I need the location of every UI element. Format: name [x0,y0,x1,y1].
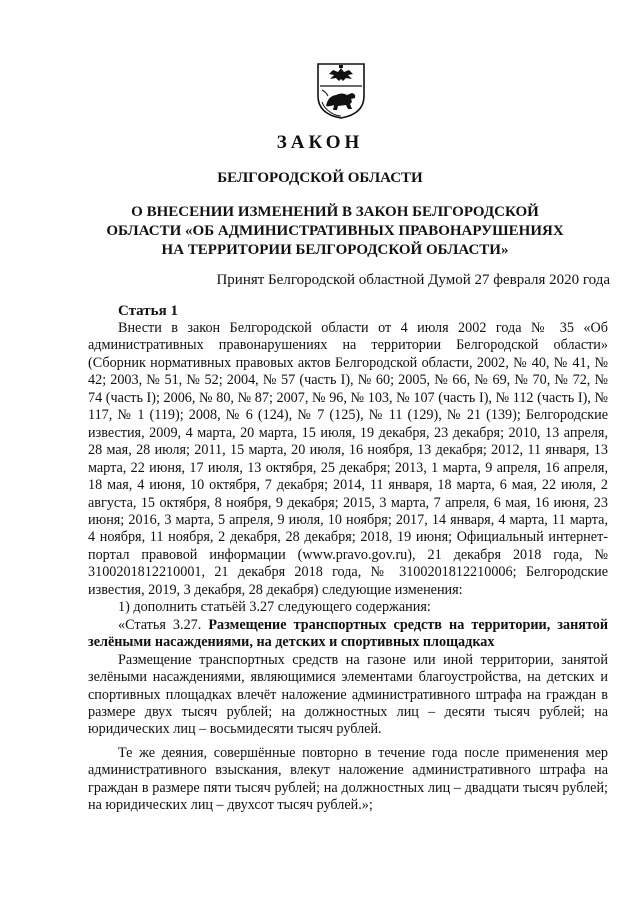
item-1-paragraph: 1) дополнить статьёй 3.27 следующего содержания: [118,599,431,616]
article-heading: Статья 1 [118,303,178,319]
new-article-prefix: «Статья 3.27. [118,616,202,633]
document-title: ЗАКОН [276,132,364,153]
coat-of-arms-icon [316,62,366,120]
new-article-title: Размещение транспортных средств на территории, занятой зелёными насаждениями, на детских и спортивных площадках [88,616,608,651]
document-region: БЕЛГОРОДСКОЙ ОБЛАСТИ [217,170,423,186]
new-article-heading [88,617,608,652]
article-intro-paragraph: Внести в закон Белгородской области от 4 июля 2002 года № 35 «Об административных правонарушениях на территории Белгородской области» (Сборник нормативных правовых актов Белгородской области, 2002, № 40, № 41, № 42; 2003, № 51, № 52; 2004, № 57 (часть I), № 60; 2005, № 66, № 69, № 70, № 72, № 74 (часть I); 2006, № 80, № 87; 2007, № 96, № 103, № 107 (часть I), № 112 (часть I), № 117, № 1 (119); 2008, № 6 (124), № 7 (125), № 11 (129), № 21 (139); Белгородские известия, 2009, 4 марта, 20 марта, 15 июля, 19 декабря, 23 декабря; 2010, 13 апреля, 28 мая, 28 июля; 2011, 15 марта, 20 июля, 16 ноября, 13 декабря; 2012, 11 января, 13 марта, 22 июня, 17 июля, 13 октября, 25 декабря; 2013, 1 марта, 9 апреля, 16 апреля, 18 мая, 4 июня, 10 октября, 7 декабря; 2014, 11 января, 18 марта, 6 мая, 22 июля, 2 августа, 15 октября, 8 ноября, 9 декабря; 2015, 3 марта, 7 апреля, 6 мая, 16 июня, 23 июня; 2016, 3 марта, 5 апреля, 9 июля, 10 ноября; 2017, 14 января, 4 марта, 11 марта, 4 ноября, 11 ноября, 2 декабря, 28 декабря; 2018, 19 июня; Официальный интернет-портал правовой информации (www.pravo.gov.ru), 21 декабря 2018 года, № 3100201812210001, 21 декабря 2018 года, № 3100201812210006; Белгородские известия, 2019, 3 декабря, 28 декабря) следующие изменения: [88,320,608,598]
article-body [88,320,608,815]
document-subject: О ВНЕСЕНИИ ИЗМЕНЕНИЙ В ЗАКОН БЕЛГОРОДСКОЙ ОБЛАСТИ «ОБ АДМИНИСТРАТИВНЫХ ПРАВОНАРУШЕНИЯХ НА ТЕРРИТОРИИ БЕЛГОРОДСКОЙ ОБЛАСТИ» [106,204,564,258]
accepted-date-line: Принят Белгородской областной Думой 27 февраля 2020 года [216,272,610,288]
penalty-paragraph-2: Те же деяния, совершённые повторно в течение года после применения мер административного взыскания, влекут наложение административного штрафа на граждан в размере пяти тысяч рублей; на должностных лиц – двадцати тысяч рублей; на юридических лиц – двухсот тысяч рублей.»; [88,744,608,814]
penalty-paragraph-1: Размещение транспортных средств на газоне или иной территории, занятой зелёными насаждениями, являющимися элементами благоустройства, на детских и спортивных площадках влечёт наложение административного штрафа на граждан в размере двух тысяч рублей; на должностных лиц – десяти тысяч рублей; на юридических лиц – восьмидесяти тысяч рублей. [88,651,608,738]
